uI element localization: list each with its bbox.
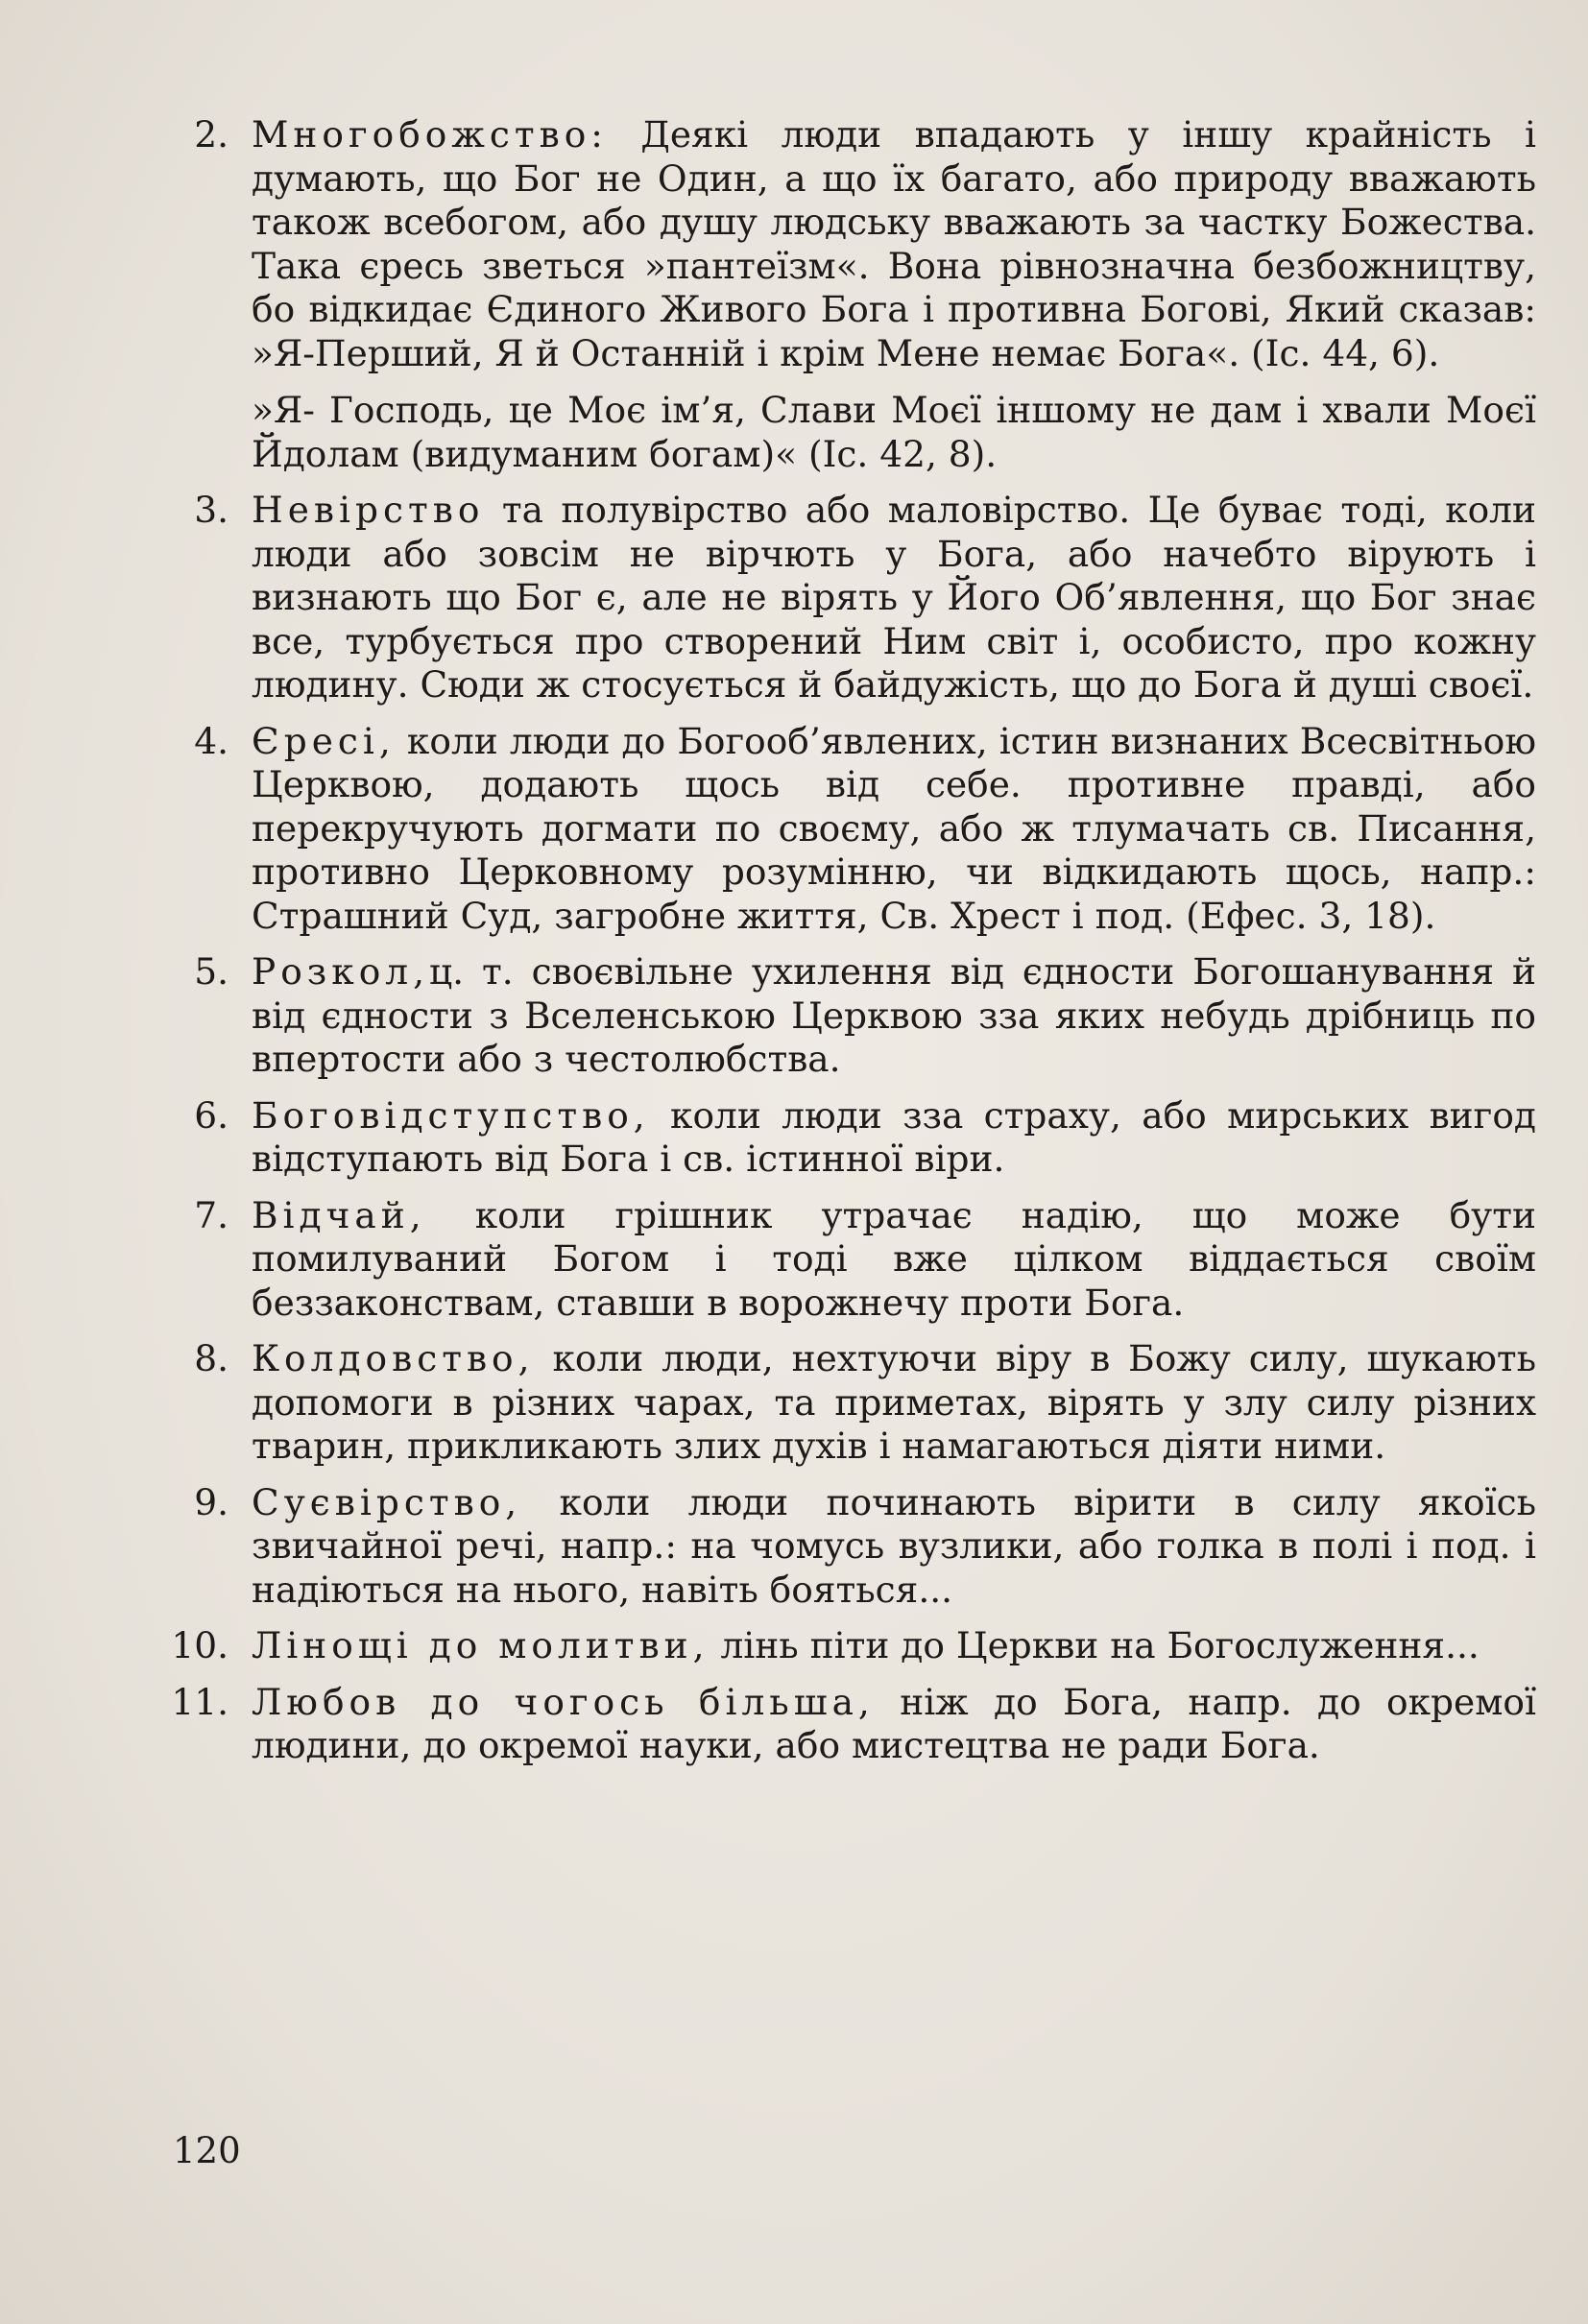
item-paragraph	[252, 1337, 1536, 1469]
item-paragraph	[252, 1194, 1536, 1326]
item-text: коли люди, нехтуючи віру в Божу силу, шукають допомоги в різних чарах, та приметах, вірять у злу силу різних тварин, прикликають злих духів і намагаються діяти ними.	[252, 1337, 1536, 1467]
item-paragraph	[252, 489, 1536, 707]
item-number: 2.	[194, 113, 229, 156]
list-item	[144, 1681, 1536, 1768]
item-text: ніж до Бога, напр. до окремої людини, до окремої науки, або мистецтва не ради Бога.	[252, 1680, 1536, 1766]
item-paragraph	[252, 113, 1536, 375]
item-term: Розкол,	[252, 950, 430, 993]
item-text: Деякі люди впадають у іншу крайність і думають, що Бог не Один, а що їх багато, або природу вважають також всебогом, або душу людську вважають за частку Божества. Така єресь зветься »пантеїзм«. Вона рівнозначна безбожництву, бо відкидає Єдиного Живого Бога і противна Богові, Який сказав: »Я-Перший, Я й Останній і крім Мене немає Бога«. (Іс. 44, 6).	[252, 113, 1536, 374]
item-text: ц. т. своєвільне ухилення від єдности Богошанування й від єдности з Вселенською Церквою зза яких небудь дрібниць по впертости або з честолюбства.	[252, 950, 1536, 1080]
item-paragraph	[252, 1624, 1536, 1668]
item-term: Колдовство,	[252, 1337, 535, 1379]
item-paragraph	[252, 720, 1536, 939]
item-number: 9.	[194, 1480, 229, 1523]
item-number: 8.	[194, 1337, 229, 1379]
list-item	[144, 113, 1536, 476]
list-item	[144, 1337, 1536, 1469]
item-term: Відчай,	[252, 1193, 426, 1236]
sins-list	[144, 113, 1536, 1781]
list-item	[144, 1094, 1536, 1182]
item-number: 5.	[194, 950, 229, 993]
item-number: 6.	[194, 1093, 229, 1137]
item-paragraph	[252, 950, 1536, 1082]
list-item	[144, 720, 1536, 939]
item-term: Суєвірство,	[252, 1480, 522, 1523]
item-number: 4.	[194, 719, 229, 762]
item-number: 10.	[171, 1624, 229, 1666]
item-number: 11.	[171, 1680, 229, 1723]
page-number: 120	[173, 2130, 241, 2171]
item-term: Єресі,	[252, 719, 396, 762]
item-paragraph	[252, 1681, 1536, 1768]
item-text: та полувірство або маловірство. Це буває тоді, коли люди або зовсім не вірчють у Бога, або начебто вірують і визнають що Бог є, але не вірять у Його Об’явлення, що Бог знає все, турбується про створений Ним світ і, особисто, про кожну людину. Сюди ж стосується й байдужість, що до Бога й душі своєї.	[252, 489, 1536, 706]
item-text: коли люди зза страху, або мирських вигод відступають від Бога і св. істинної віри.	[252, 1093, 1536, 1180]
item-text: лінь піти до Церкви на Богослуження...	[709, 1624, 1480, 1666]
item-paragraph	[252, 1094, 1536, 1182]
item-paragraph	[252, 1481, 1536, 1613]
item-term: Невірство	[252, 489, 485, 531]
list-item	[144, 1624, 1536, 1668]
list-item	[144, 1194, 1536, 1326]
list-item	[144, 1481, 1536, 1613]
item-term: Любов до чогось більша,	[252, 1680, 875, 1723]
item-text: коли люди до Богооб’явлених, істин визнаних Всесвітньою Церквою, додають щось від себе. противне правді, або перекручують догмати по своєму, або ж тлумачать св. Писання, противно Церковному розумінню, чи відкидають щось, напр.: Страшний Суд, загробне життя, Св. Хрест і под. (Ефес. 3, 18).	[252, 719, 1536, 937]
item-term: Лінощі до молитви,	[252, 1624, 710, 1666]
item-term: Многобожство:	[252, 113, 608, 156]
item-term: Боговідступство,	[252, 1093, 650, 1137]
item-quote: »Я- Господь, це Моє ім’я, Слави Моєї іншому не дам і хвали Моєї Йдолам (видуманим богам)« (Іс. 42, 8).	[252, 389, 1536, 475]
item-text: коли грішник утрачає надію, що може бути помилуваний Богом і тоді вже цілком віддається своїм беззаконствам, ставши в ворожнечу проти Бога.	[252, 1193, 1536, 1324]
item-number: 7.	[194, 1193, 229, 1236]
list-item	[144, 489, 1536, 707]
item-number: 3.	[194, 489, 229, 531]
list-item	[144, 950, 1536, 1082]
item-text: коли люди починають вірити в силу якоїсь звичайної речі, напр.: на чомусь вузлики, або голка в полі і под. і надіються на нього, навіть бояться...	[252, 1480, 1536, 1611]
